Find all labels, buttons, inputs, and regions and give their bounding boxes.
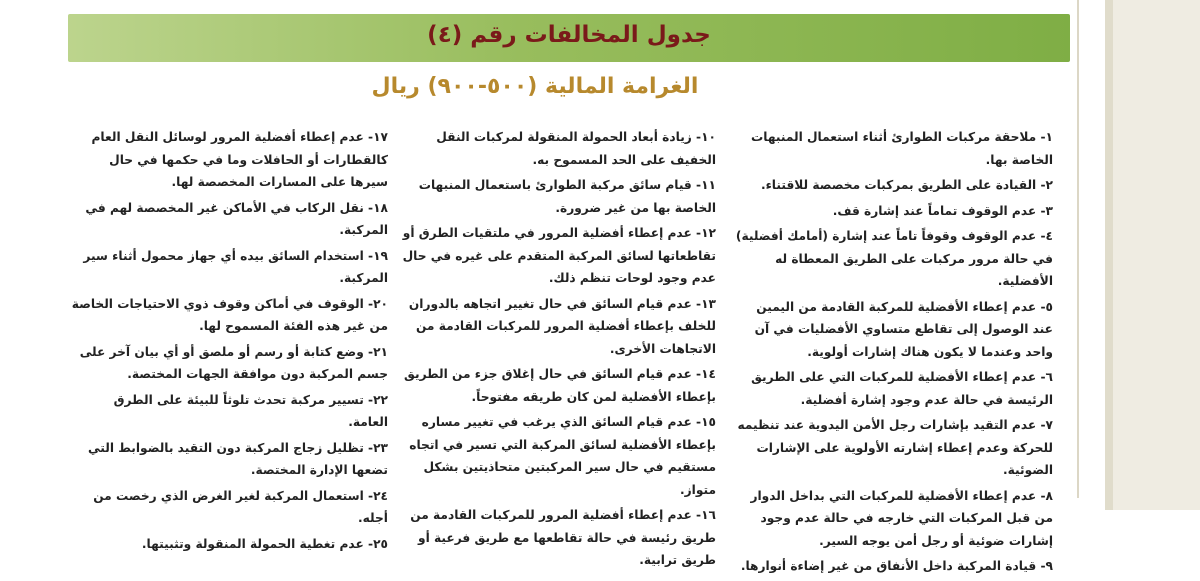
violation-number: ٦- — [1040, 370, 1053, 384]
violation-number: ٢١- — [368, 344, 388, 359]
violation-text: عدم تغطية الحمولة المنقولة وتثبيتها. — [141, 536, 364, 551]
violation-number: ٧- — [1040, 418, 1053, 432]
violation-item — [398, 504, 716, 572]
violation-item — [735, 174, 1053, 197]
violation-text: زيادة أبعاد الحمولة المنقولة لمركبات النقل الخفيف على الحد المسموح به. — [436, 130, 716, 167]
violation-item — [70, 293, 388, 338]
violation-number: ١٠- — [696, 130, 716, 144]
violation-item — [735, 485, 1053, 553]
violation-number: ١٧- — [368, 130, 388, 144]
violation-item — [398, 174, 716, 219]
violation-item — [398, 222, 716, 290]
violation-text: عدم إعطاء الأفضلية للمركبة القادمة من اليمين عند الوصول إلى تقاطع متساوي الأفضليات في آن واحد وعندما لا يكون هناك إشارات أولوية. — [754, 299, 1053, 359]
violation-number: ١٢- — [696, 226, 716, 240]
violation-text: عدم إعطاء الأفضلية للمركبات التي على الطريق الرئيسة في حالة عدم وجود إشارة أفضلية. — [751, 370, 1053, 407]
violation-text: ملاحقة مركبات الطوارئ أثناء استعمال المنبهات الخاصة بها. — [751, 130, 1053, 167]
violation-item — [735, 200, 1053, 223]
violation-item — [70, 341, 388, 386]
violation-number: ١٩- — [368, 248, 388, 263]
violations-column-2 — [398, 126, 716, 575]
violation-number: ١١- — [696, 178, 716, 192]
violation-item — [735, 414, 1053, 482]
column-divider-line — [1077, 0, 1079, 498]
violation-item — [735, 296, 1053, 364]
violation-number: ٣- — [1040, 203, 1053, 218]
violation-item — [70, 437, 388, 482]
page-title: جدول المخالفات رقم (٤) — [427, 22, 711, 48]
violation-number: ٢٢- — [368, 392, 388, 407]
violation-text: عدم الوقوف تماماً عند إشارة قف. — [832, 203, 1037, 218]
violation-text: وضع كتابة أو رسم أو ملصق أو أي بيان آخر على جسم المركبة دون موافقة الجهات المختصة. — [79, 344, 388, 381]
violation-number: ١٥- — [696, 415, 716, 429]
violation-text: استخدام السائق بيده أي جهاز محمول أثناء سير المركبة. — [83, 248, 388, 285]
violation-item — [70, 245, 388, 290]
violation-number: ٥- — [1040, 299, 1053, 314]
violation-item — [70, 126, 388, 194]
violation-number: ١٨- — [368, 200, 388, 215]
violation-number: ٨- — [1040, 488, 1053, 503]
violation-number: ١٣- — [696, 296, 716, 311]
violation-item — [735, 126, 1053, 171]
violation-number: ٢٠- — [368, 296, 388, 311]
violation-text: عدم قيام السائق الذي يرغب في تغيير مساره بإعطاء الأفضلية لسائق المركبة التي تسير في اتجاه مستقيم في حال سير المركبتين متحاذيتين بشكل متواز. — [409, 415, 716, 497]
violation-text: الوقوف في أماكن وقوف ذوي الاحتياجات الخاصة من غير هذه الفئة المسموح لها. — [71, 296, 388, 333]
violation-item — [735, 366, 1053, 411]
violation-number: ٢٣- — [368, 440, 388, 455]
violation-text: قيادة المركبة داخل الأنفاق من غير إضاءة أنوارها. — [740, 559, 1037, 573]
violation-text: عدم إعطاء أفضلية المرور في ملتقيات الطرق أو تقاطعاتها لسائق المركبة المتقدم على غيره في حال عدم وجود لوحات تنظم ذلك. — [402, 226, 716, 285]
violation-number: ٩- — [1040, 559, 1053, 573]
violation-item — [735, 225, 1053, 293]
violation-item — [70, 533, 388, 556]
violation-text: عدم إعطاء أفضلية المرور لوسائل النقل العام كالقطارات أو الحافلات وما في حكمها في حال سيرها على المسارات المخصصة لها. — [91, 130, 388, 189]
violation-number: ٢- — [1040, 178, 1053, 192]
violation-item — [70, 389, 388, 434]
violation-item — [398, 363, 716, 408]
violation-text: القيادة على الطريق بمركبات مخصصة للاقتناء. — [760, 178, 1037, 192]
violation-text: عدم التقيد بإشارات رجل الأمن اليدوية عند تنظيمه للحركة وعدم إعطاء إشارته الأولوية على الإشارات الضوئية. — [737, 418, 1053, 477]
page-edge-band — [1105, 0, 1200, 510]
violation-number: ١٤- — [696, 367, 716, 381]
violation-text: عدم إعطاء الأفضلية للمركبات التي بداخل الدوار من قبل المركبات التي خارجه في حالة عدم وجود إشارات ضوئية أو رجل أمن يوجه السير. — [750, 488, 1053, 548]
violation-text: تظليل زجاج المركبة دون التقيد بالضوابط التي تضعها الإدارة المختصة. — [87, 440, 388, 477]
violation-number: ٢٥- — [368, 536, 388, 551]
violation-number: ١- — [1040, 130, 1053, 144]
violations-column-1 — [735, 126, 1053, 581]
title-bar — [68, 14, 1070, 62]
fine-amount-heading: الغرامة المالية (٥٠٠-٩٠٠) ريال — [371, 74, 699, 99]
violations-column-3 — [70, 126, 388, 558]
violation-text: قيام سائق مركبة الطوارئ باستعمال المنبهات الخاصة بها من غير ضرورة. — [418, 178, 716, 215]
violation-number: ١٦- — [696, 508, 716, 522]
violation-text: عدم قيام السائق في حال إغلاق جزء من الطريق بإعطاء الأفضلية لمن كان طريقه مفتوحاً. — [404, 367, 716, 404]
violation-number: ٤- — [1040, 229, 1053, 243]
violation-text: عدم إعطاء أفضلية المرور للمركبات القادمة من طريق رئيسة في حالة تقاطعها مع طريق فرعية أو طريق ترابية. — [410, 508, 716, 567]
violation-item — [735, 555, 1053, 578]
violation-text: تسيير مركبة تحدث تلوثاً للبيئة على الطرق العامة. — [113, 392, 388, 429]
violation-item — [398, 293, 716, 361]
violation-text: استعمال المركبة لغير الغرض الذي رخصت من أجله. — [93, 488, 388, 525]
violation-number: ٢٤- — [368, 488, 388, 503]
violation-item — [398, 126, 716, 171]
violation-text: عدم الوقوف وقوفاً تاماً عند إشارة (أمامك أفضلية) في حالة مرور مركبات على الطريق المعطاة له الأفضلية. — [735, 229, 1053, 288]
violation-text: نقل الركاب في الأماكن غير المخصصة لهم في المركبة. — [85, 200, 388, 237]
violation-item — [70, 197, 388, 242]
violation-item — [398, 411, 716, 501]
violation-text: عدم قيام السائق في حال تغيير اتجاهه بالدوران للخلف بإعطاء أفضلية المرور للمركبات القادمة من الاتجاهات الأخرى. — [408, 296, 716, 356]
violation-item — [70, 485, 388, 530]
